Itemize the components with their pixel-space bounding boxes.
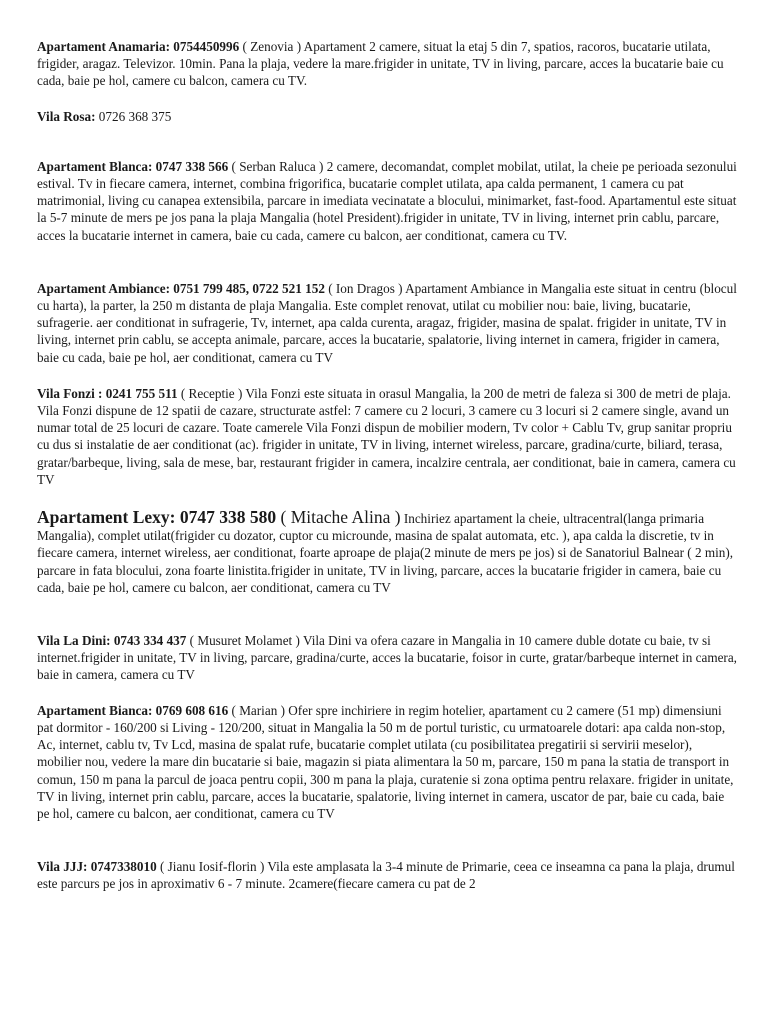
listing-description: Ofer spre inchiriere in regim hotelier, apartament cu 2 camere (51 mp) dimensiuni pat dormitor - 160/200 si Living - 120/200, situat in Mangalia la 50 m de portul turistic, cu urmatoarele dotari: apa calda non-stop, Ac, internet, cablu tv, Tv Lcd, masina de spalat rufe, bucatarie complet utilata (cu posibilitatea pregatirii si servirii meselor), mobilier nou, vedere la mare din bucatarie si baie, magazin si piata alimentara la 50 m, parcare, 150 m pana la statia de transport in comun, 150 m pana la parcul de joaca pentru copii, 300 m pana la plaja, curatenie si zona optima pentru relaxare. frigider in unitate, TV in living, internet prin cablu, parcare, acces la bucatarie, spalatorie, living internet in camera, uscator de par, baie cu cada, baie pe hol, camere cu balcon, aer conditionat, camera cu TV (37, 702, 734, 821)
listing-name: Vila Fonzi : 0241 755 511 (37, 385, 178, 401)
listing-name: Apartament Anamaria: (37, 39, 170, 54)
listing-description: Vila Fonzi este situata in orasul Mangalia, la 200 de metri de faleza si 300 de metri de plaja. Vila Fonzi dispune de 12 spatii de cazare, structurate astfel: 7 camere cu 2 locuri, 3 camere cu 3 locuri si 2 camere single, avand un numar total de 25 locuri de cazare. Toate camerele Vila Fonzi dispun de mobilier modern, Tv color + Cablu Tv, grup sanitar propriu cu dus si instalatie de aer conditionat (ac). frigider in unitate, TV in living, internet wireless, parcare, gradina/curte, biliard, terasa, gratar/barbeque, living, sala de mese, bar, restaurant frigider in camera, incalzire centrala, aer conditionat, baie in camera, camera cu TV (37, 385, 736, 487)
listing-contact: ( Serban Raluca ) (231, 158, 324, 174)
document-page (37, 38, 737, 893)
listing-vila-rosa (37, 108, 737, 125)
listing-ambiance (37, 280, 737, 366)
listing-anamaria (37, 38, 737, 90)
listing-name: Vila La Dini: 0743 334 437 (37, 633, 187, 649)
listing-contact: ( Mitache Alina ) (276, 507, 401, 528)
listing-name: Apartament Ambiance: 0751 799 485, 0722 521 152 (37, 280, 325, 296)
listing-vila-jjj (37, 858, 737, 892)
listing-name: Vila Rosa: (37, 108, 96, 124)
listing-contact: ( Marian ) (231, 702, 285, 718)
listing-description: 2 camere, decomandat, complet mobilat, utilat, la cheie pe perioada sezonului estival. Tv in fiecare camera, internet, combina frigorifica, bucatarie complet utilata, apa calda permanent, 1 camera cu pat matrimonial, living cu canapea extensibila, parcare in imediata vecinatate a blocului, minimarket, fast-food. Apartamentul este situat la 5-7 minute de mers pe jos pana la plaja Mangalia (hotel President).frigider in unitate, TV in living, internet prin cablu, parcare, acces la bucatarie internet in camera, baie cu cada, camere cu balcon, aer conditionat, camera cu TV. (37, 158, 737, 243)
listing-phone: 0726 368 375 (98, 108, 172, 124)
listing-description: Inchiriez apartament la cheie, ultracentral(langa primaria Mangalia), complet utilat(frigider cu dozator, cuptor cu microunde, masina de spalat automata, etc. ), apa calda la discretie, tv in fiecare camera, internet wireless, aer conditionat, foarte aproape de plaja(2 minute de mers pe jos) si de Sanatoriul Balnear ( 2 min), parcare in fata blocului, zona foarte linistita.frigider in unitate, TV in living, parcare, acces la bucatarie frigider in camera, baie cu cada, baie pe hol, camere cu balcon, aer conditionat, camera cu TV (37, 511, 734, 595)
listing-lexy (37, 507, 737, 596)
listing-contact: ( Jianu Iosif-florin ) (159, 859, 265, 875)
listing-name: Apartament Blanca: 0747 338 566 (37, 158, 229, 174)
listing-bianca (37, 702, 737, 822)
listing-description: Apartament 2 camere, situat la etaj 5 din 7, spatios, racoros, bucatarie utilata, frigider, aragaz. Televizor. 10min. Pana la plaja, vedere la mare.frigider in unitate, TV in living, parcare, acces la bucatarie baie cu cada, baie pe hol, camere cu balcon, camera cu TV. (37, 39, 724, 89)
listing-name: Apartament Bianca: 0769 608 616 (37, 702, 229, 718)
listing-name: Apartament Lexy: 0747 338 580 (37, 507, 277, 528)
listing-contact: ( Zenovia ) (242, 39, 302, 54)
listing-description: Apartament Ambiance in Mangalia este situat in centru (blocul cu harta), la parter, la 250 m distanta de plaja Mangalia. Este complet renovat, utilat cu mobilier nou: baie, living, bucatarie, sufragerie. aer conditionat in sufragerie, Tv, internet, apa calda curenta, aragaz, frigider, masina de spalat. frigider in unitate, TV in living, internet prin cablu, se accepta animale, parcare, acces la bucatarie, spalatorie, living internet in camera, frigider in camera, baie cu cada, baie pe hol, aer conditionat, camera cu TV (37, 280, 737, 365)
listing-contact: ( Ion Dragos ) (328, 280, 403, 296)
listing-contact: ( Musuret Molamet ) (189, 633, 300, 649)
listing-name: Vila JJJ: 0747338010 (37, 859, 157, 875)
listing-description: Vila este amplasata la 3-4 minute de Primarie, ceea ce inseamna ca pana la plaja, drumul este parcurs pe jos in aproximativ 6 - 7 minute. 2camere(fiecare camera cu pat de 2 (37, 859, 735, 892)
listing-contact: ( Receptie ) (180, 385, 243, 401)
listing-blanca (37, 158, 737, 244)
listing-vila-la-dini (37, 632, 737, 684)
listing-description: Vila Dini va ofera cazare in Mangalia in 10 camere duble dotate cu baie, tv si internet.frigider in unitate, TV in living, parcare, gradina/curte, acces la bucatarie, foisor in curte, gratar/barbeque internet in camera, baie in camera, camera cu TV (37, 633, 737, 683)
listing-phone: 0754450996 (173, 39, 240, 54)
listing-vila-fonzi (37, 385, 737, 488)
